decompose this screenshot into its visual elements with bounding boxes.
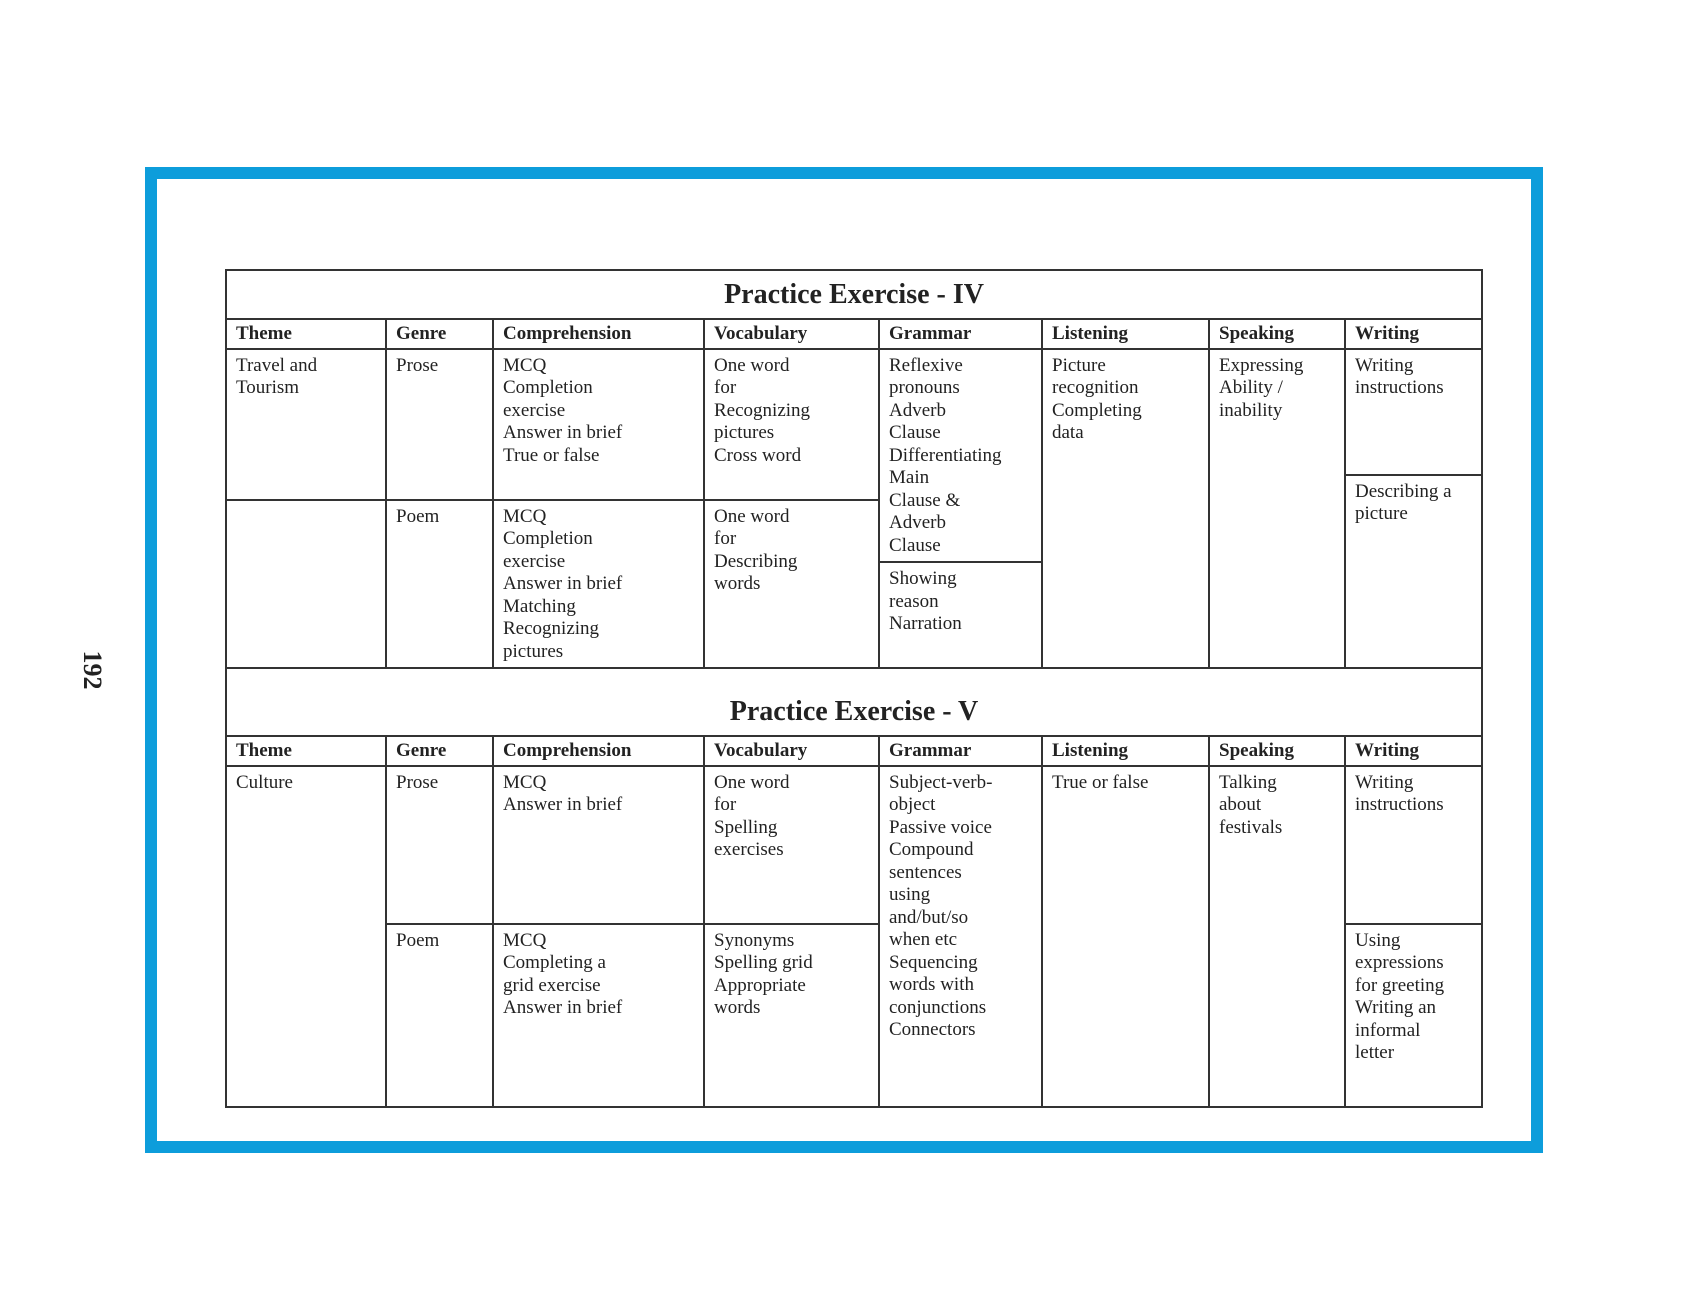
ex4-poem-comprehension: MCQ Completion exercise Answer in brief Matching Recognizing pictures	[493, 500, 704, 669]
ex4-poem-genre: Poem	[386, 500, 493, 669]
exercise-iv-title: Practice Exercise - IV	[226, 270, 1482, 319]
ex5-writing-top: Writing instructions	[1345, 766, 1482, 924]
header-vocabulary: Vocabulary	[704, 736, 879, 766]
ex5-grammar: Subject-verb- object Passive voice Compound sentences using and/but/so when etc Sequencing words with conjunctions Connectors	[879, 766, 1042, 1107]
ex5-poem-vocabulary: Synonyms Spelling grid Appropriate words	[704, 924, 879, 1107]
ex4-prose-vocabulary: One word for Recognizing pictures Cross word	[704, 349, 879, 500]
ex4-grammar-top: Reflexive pronouns Adverb Clause Differentiating Main Clause & Adverb Clause	[879, 349, 1042, 563]
ex5-prose-vocabulary: One word for Spelling exercises	[704, 766, 879, 924]
header-grammar: Grammar	[879, 319, 1042, 349]
exercise-iv-title-row	[226, 270, 1482, 319]
exercise-v-title: Practice Exercise - V	[226, 668, 1482, 736]
ex4-poem-vocabulary: One word for Describing words	[704, 500, 879, 669]
ex5-prose-comprehension: MCQ Answer in brief	[493, 766, 704, 924]
header-speaking: Speaking	[1209, 319, 1345, 349]
ex5-prose-genre: Prose	[386, 766, 493, 924]
ex5-theme-cell: Culture	[226, 766, 386, 924]
header-grammar: Grammar	[879, 736, 1042, 766]
exercise-v-header-row	[226, 736, 1482, 766]
exercise-iv-row	[226, 349, 1482, 475]
header-genre: Genre	[386, 319, 493, 349]
syllabus-table	[225, 269, 1483, 1108]
header-theme: Theme	[226, 319, 386, 349]
ex4-prose-genre: Prose	[386, 349, 493, 500]
ex5-poem-comprehension: MCQ Completing a grid exercise Answer in brief	[493, 924, 704, 1107]
ex5-poem-genre: Poem	[386, 924, 493, 1107]
header-comprehension: Comprehension	[493, 319, 704, 349]
header-vocabulary: Vocabulary	[704, 319, 879, 349]
header-listening: Listening	[1042, 319, 1209, 349]
ex4-theme-poem-cell	[226, 500, 386, 669]
ex4-theme-cell: Travel and Tourism	[226, 349, 386, 500]
header-writing: Writing	[1345, 736, 1482, 766]
header-listening: Listening	[1042, 736, 1209, 766]
ex5-listening: True or false	[1042, 766, 1209, 1107]
ex4-prose-comprehension: MCQ Completion exercise Answer in brief True or false	[493, 349, 704, 500]
header-speaking: Speaking	[1209, 736, 1345, 766]
exercise-iv-header-row	[226, 319, 1482, 349]
ex4-grammar-bottom: Showing reason Narration	[879, 562, 1042, 668]
exercise-v-row	[226, 766, 1482, 924]
exercise-v-title-row	[226, 668, 1482, 736]
page-number: 192	[78, 650, 107, 690]
ex4-writing-bottom: Describing a picture	[1345, 475, 1482, 669]
ex5-speaking: Talking about festivals	[1209, 766, 1345, 1107]
header-theme: Theme	[226, 736, 386, 766]
header-genre: Genre	[386, 736, 493, 766]
ex5-writing-bottom: Using expressions for greeting Writing an informal letter	[1345, 924, 1482, 1107]
header-writing: Writing	[1345, 319, 1482, 349]
ex4-writing-top: Writing instructions	[1345, 349, 1482, 475]
ex5-theme-poem-cell	[226, 924, 386, 1107]
ex4-speaking: Expressing Ability / inability	[1209, 349, 1345, 669]
header-comprehension: Comprehension	[493, 736, 704, 766]
ex4-listening: Picture recognition Completing data	[1042, 349, 1209, 669]
